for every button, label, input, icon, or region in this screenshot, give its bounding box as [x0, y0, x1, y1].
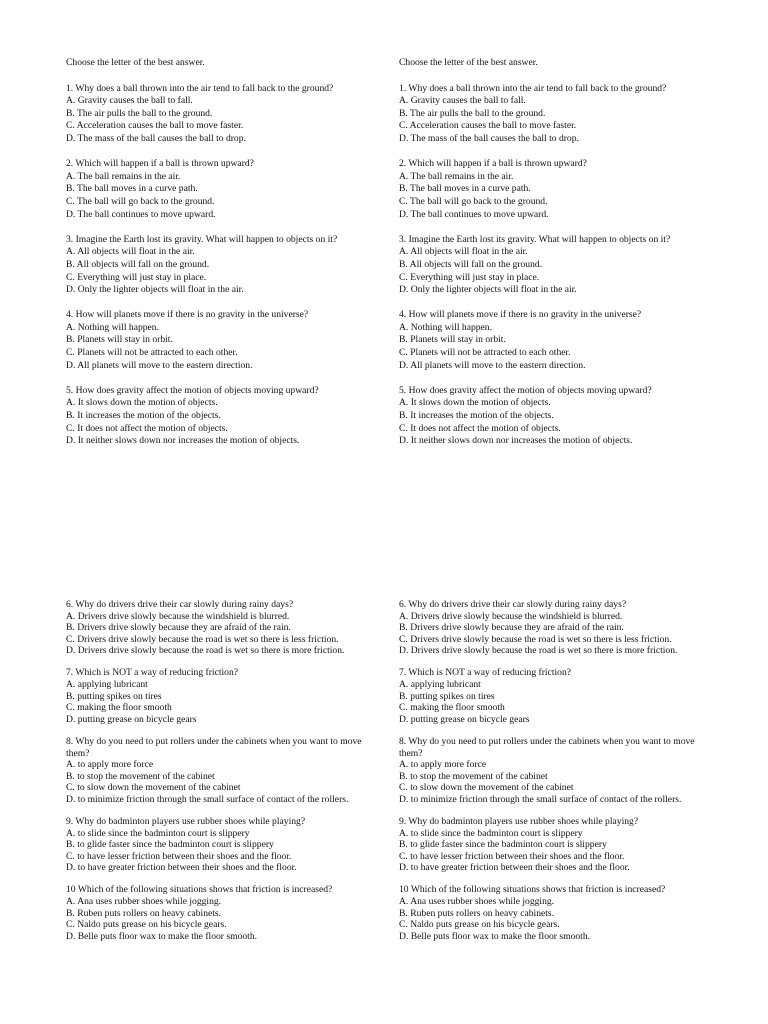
question-stem: 4. How will planets move if there is no gravity in the universe? — [66, 309, 309, 321]
question-stem: 9. Why do badminton players use rubber shoes while playing? — [399, 816, 639, 827]
question-stem: 4. How will planets move if there is no gravity in the universe? — [399, 309, 642, 321]
option-a: A. to apply more force — [399, 759, 487, 771]
option-b: B. Planets will stay in orbit. — [66, 334, 173, 346]
question-stem: 3. Imagine the Earth lost its gravity. What will happen to objects on it? — [399, 233, 671, 245]
option-c: C. to have lesser friction between their shoes and the floor. — [399, 850, 625, 862]
question-10 — [399, 884, 711, 942]
question-5 — [399, 385, 711, 448]
question-stem: 8. Why do you need to put rollers under the cabinets when you want to move them? — [66, 735, 362, 759]
option-c: C. Drivers drive slowly because the road is wet so there is less friction. — [399, 633, 672, 645]
option-c: C. Drivers drive slowly because the road is wet so there is less friction. — [66, 633, 339, 645]
option-d: D. to minimize friction through the small surface of contact of the rollers. — [66, 793, 349, 805]
option-a: A. applying lubricant — [399, 679, 481, 691]
question-5 — [66, 385, 378, 448]
option-c: C. Naldo puts grease on his bicycle gears. — [66, 919, 227, 931]
option-c: C. Planets will not be attracted to each other. — [66, 347, 238, 359]
option-d: D. Belle puts floor wax to make the floor smooth. — [399, 930, 591, 942]
option-b: B. putting spikes on tires — [66, 690, 162, 702]
option-b: B. to glide faster since the badminton court is slippery — [66, 839, 274, 851]
option-c: C. Planets will not be attracted to each other. — [399, 347, 571, 359]
option-d: D. putting grease on bicycle gears — [399, 713, 530, 725]
right-column-bottom — [399, 599, 711, 953]
question-8 — [66, 736, 378, 806]
option-d: D. Only the lighter objects will float in the air. — [399, 284, 577, 296]
option-a: A. to slide since the badminton court is slippery — [66, 827, 250, 839]
question-10 — [66, 884, 378, 942]
option-d: D. Drivers drive slowly because the road is wet so there is more friction. — [66, 645, 345, 657]
option-a: A. Gravity causes the ball to fall. — [399, 95, 526, 107]
option-b: B. All objects will fall on the ground. — [66, 258, 210, 270]
option-d: D. to have greater friction between their shoes and the floor. — [66, 862, 297, 874]
question-stem: 10 Which of the following situations shows that friction is increased? — [66, 884, 333, 896]
option-b: B. putting spikes on tires — [399, 690, 495, 702]
option-a: A. applying lubricant — [66, 679, 148, 691]
question-stem: 5. How does gravity affect the motion of objects moving upward? — [66, 384, 319, 396]
option-a: A. All objects will float in the air. — [399, 246, 528, 258]
option-c: C. to slow down the movement of the cabinet — [399, 782, 574, 794]
question-stem: 10 Which of the following situations shows that friction is increased? — [399, 884, 666, 896]
option-c: C. to have lesser friction between their shoes and the floor. — [66, 850, 292, 862]
option-b: B. The ball moves in a curve path. — [399, 183, 531, 195]
option-a: A. Drivers drive slowly because the windshield is blurred. — [399, 610, 623, 622]
option-b: B. It increases the motion of the objects. — [66, 410, 221, 422]
option-d: D. The mass of the ball causes the ball to drop. — [399, 132, 579, 144]
question-2 — [66, 158, 378, 221]
left-column-top — [66, 57, 378, 460]
question-1 — [399, 83, 711, 146]
option-c: C. It does not affect the motion of objects. — [66, 422, 228, 434]
option-b: B. Drivers drive slowly because they are afraid of the rain. — [399, 622, 624, 634]
option-c: C. Everything will just stay in place. — [399, 271, 540, 283]
question-4 — [399, 309, 711, 372]
option-b: B. The air pulls the ball to the ground. — [399, 107, 546, 119]
question-stem: 2. Which will happen if a ball is thrown upward? — [399, 158, 587, 170]
instructions-heading: Choose the letter of the best answer. — [66, 57, 205, 68]
question-9 — [399, 816, 711, 874]
option-c: C. It does not affect the motion of objects. — [399, 422, 561, 434]
question-2 — [399, 158, 711, 221]
option-d: D. The ball continues to move upward. — [66, 208, 216, 220]
option-b: B. Planets will stay in orbit. — [399, 334, 506, 346]
right-column-top — [399, 57, 711, 460]
option-a: A. Nothing will happen. — [66, 321, 159, 333]
option-c: C. making the floor smooth — [399, 702, 505, 714]
option-a: A. to apply more force — [66, 759, 154, 771]
option-c: C. Acceleration causes the ball to move faster. — [66, 120, 244, 132]
option-a: A. Gravity causes the ball to fall. — [66, 95, 193, 107]
question-9 — [66, 816, 378, 874]
option-a: A. to slide since the badminton court is slippery — [399, 827, 583, 839]
option-a: A. It slows down the motion of objects. — [399, 397, 551, 409]
option-a: A. The ball remains in the air. — [66, 170, 181, 182]
question-stem: 8. Why do you need to put rollers under the cabinets when you want to move them? — [399, 735, 695, 759]
option-b: B. to stop the movement of the cabinet — [399, 770, 548, 782]
option-b: B. All objects will fall on the ground. — [399, 258, 543, 270]
option-c: C. The ball will go back to the ground. — [399, 195, 548, 207]
option-c: C. Naldo puts grease on his bicycle gears. — [399, 919, 560, 931]
question-6 — [66, 599, 378, 657]
option-b: B. The ball moves in a curve path. — [66, 183, 198, 195]
option-d: D. to have greater friction between their shoes and the floor. — [399, 862, 630, 874]
option-c: C. making the floor smooth — [66, 702, 172, 714]
option-b: B. The air pulls the ball to the ground. — [66, 107, 213, 119]
question-1 — [66, 83, 378, 146]
option-b: B. Ruben puts rollers on heavy cabinets. — [66, 907, 222, 919]
option-d: D. The mass of the ball causes the ball to drop. — [66, 132, 246, 144]
option-c: C. Everything will just stay in place. — [66, 271, 207, 283]
option-d: D. Belle puts floor wax to make the floor smooth. — [66, 930, 258, 942]
option-d: D. putting grease on bicycle gears — [66, 713, 197, 725]
question-7 — [66, 667, 378, 725]
question-stem: 6. Why do drivers drive their car slowly during rainy days? — [66, 599, 294, 610]
option-b: B. It increases the motion of the objects. — [399, 410, 554, 422]
option-d: D. Drivers drive slowly because the road is wet so there is more friction. — [399, 645, 678, 657]
option-a: A. The ball remains in the air. — [399, 170, 514, 182]
option-a: A. Drivers drive slowly because the windshield is blurred. — [66, 610, 290, 622]
option-b: B. Drivers drive slowly because they are afraid of the rain. — [66, 622, 291, 634]
question-7 — [399, 667, 711, 725]
question-8 — [399, 736, 711, 806]
question-stem: 5. How does gravity affect the motion of objects moving upward? — [399, 384, 652, 396]
question-stem: 6. Why do drivers drive their car slowly during rainy days? — [399, 599, 627, 610]
option-a: A. Ana uses rubber shoes while jogging. — [66, 896, 222, 908]
option-d: D. to minimize friction through the small surface of contact of the rollers. — [399, 793, 682, 805]
option-b: B. to glide faster since the badminton court is slippery — [399, 839, 607, 851]
option-d: D. Only the lighter objects will float in the air. — [66, 284, 244, 296]
option-c: C. The ball will go back to the ground. — [66, 195, 215, 207]
option-a: A. All objects will float in the air. — [66, 246, 195, 258]
question-4 — [66, 309, 378, 372]
option-d: D. All planets will move to the eastern direction. — [66, 359, 253, 371]
option-b: B. Ruben puts rollers on heavy cabinets. — [399, 907, 555, 919]
left-column-bottom — [66, 599, 378, 953]
option-d: D. It neither slows down nor increases the motion of objects. — [399, 435, 633, 447]
instructions-heading: Choose the letter of the best answer. — [399, 57, 538, 68]
question-stem: 1. Why does a ball thrown into the air tend to fall back to the ground? — [66, 82, 334, 94]
question-6 — [399, 599, 711, 657]
question-3 — [399, 234, 711, 297]
question-3 — [66, 234, 378, 297]
option-a: A. Ana uses rubber shoes while jogging. — [399, 896, 555, 908]
option-a: A. It slows down the motion of objects. — [66, 397, 218, 409]
question-stem: 7. Which is NOT a way of reducing friction? — [66, 667, 239, 679]
option-d: D. All planets will move to the eastern direction. — [399, 359, 586, 371]
option-a: A. Nothing will happen. — [399, 321, 492, 333]
option-c: C. to slow down the movement of the cabinet — [66, 782, 241, 794]
option-c: C. Acceleration causes the ball to move faster. — [399, 120, 577, 132]
question-stem: 1. Why does a ball thrown into the air tend to fall back to the ground? — [399, 82, 667, 94]
option-b: B. to stop the movement of the cabinet — [66, 770, 215, 782]
question-stem: 7. Which is NOT a way of reducing friction? — [399, 667, 572, 679]
option-d: D. It neither slows down nor increases the motion of objects. — [66, 435, 300, 447]
question-stem: 3. Imagine the Earth lost its gravity. What will happen to objects on it? — [66, 233, 338, 245]
question-stem: 2. Which will happen if a ball is thrown upward? — [66, 158, 254, 170]
option-d: D. The ball continues to move upward. — [399, 208, 549, 220]
question-stem: 9. Why do badminton players use rubber shoes while playing? — [66, 816, 306, 827]
